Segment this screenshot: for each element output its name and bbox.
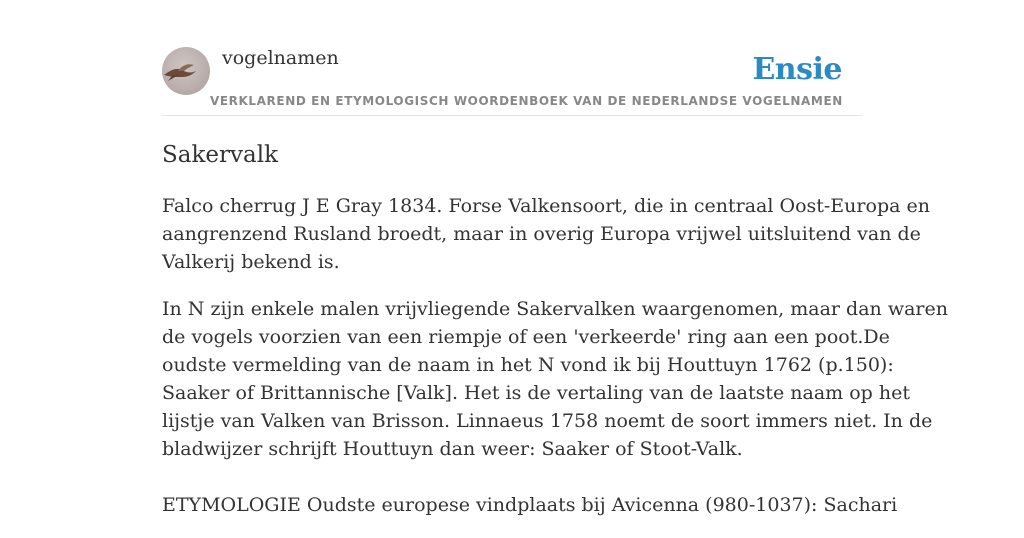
text-line: In N zijn enkele malen vrijvliegende Sakervalken waargenomen, maar dan waren xyxy=(162,298,948,320)
dictionary-subtitle[interactable]: VERKLAREND EN ETYMOLOGISCH WOORDENBOEK VAN DE NEDERLANDSE VOGELNAMEN xyxy=(210,94,843,108)
text-line: aangrenzend Rusland broedt, maar in overig Europa vrijwel uitsluitend van de xyxy=(162,223,921,245)
avatar[interactable] xyxy=(162,47,210,95)
article-paragraph xyxy=(162,491,898,519)
header-divider xyxy=(162,115,862,116)
site-name[interactable]: vogelnamen xyxy=(222,47,339,69)
text-line: Falco cherrug J E Gray 1834. Forse Valkensoort, die in centraal Oost-Europa en xyxy=(162,195,930,217)
article-body xyxy=(162,192,948,538)
article-paragraph xyxy=(162,192,930,276)
text-line: lijstje van Valken van Brisson. Linnaeus 1758 noemt de soort immers niet. In de xyxy=(162,410,933,432)
page-title: Sakervalk xyxy=(162,142,279,168)
text-line: Saaker of Brittannische [Valk]. Het is de vertaling van de laatste naam op het xyxy=(162,382,910,404)
text-line: bladwijzer schrijft Houttuyn dan weer: Saaker of Stoot-Valk. xyxy=(162,438,743,460)
bird-icon xyxy=(162,47,210,95)
text-line: de vogels voorzien van een riempje of een 'verkeerde' ring aan een poot.De xyxy=(162,326,890,348)
article-paragraph xyxy=(162,295,948,463)
text-line: oudste vermelding van de naam in het N vond ik bij Houttuyn 1762 (p.150): xyxy=(162,354,894,376)
text-line: ETYMOLOGIE Oudste europese vindplaats bij Avicenna (980-1037): Sachari xyxy=(162,494,898,516)
text-line: Valkerij bekend is. xyxy=(162,251,340,273)
brand-logo[interactable]: Ensie xyxy=(752,52,842,87)
